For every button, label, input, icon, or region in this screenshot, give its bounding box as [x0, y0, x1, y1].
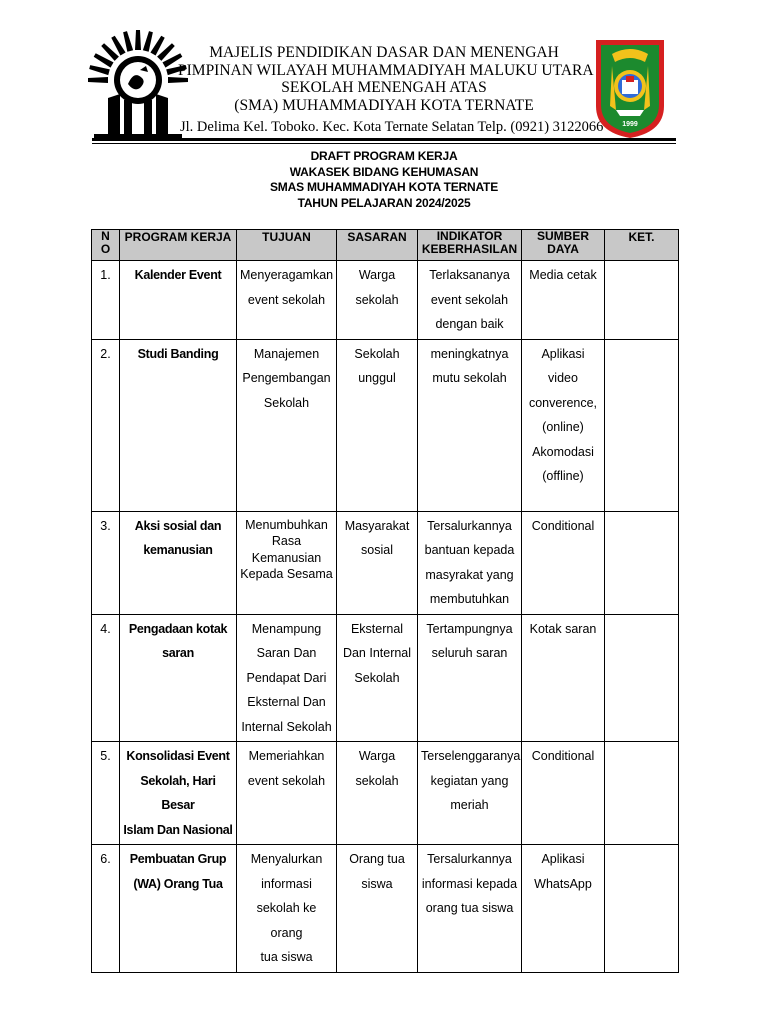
letterhead-divider-thin	[92, 143, 676, 144]
cell-line: Sekolah	[263, 395, 310, 410]
cell-line: unggul	[358, 371, 396, 385]
cell-no: 6.	[92, 845, 120, 973]
cell-line: video	[548, 371, 578, 385]
header-text: SASARAN	[347, 230, 407, 244]
cell-line: sekolah	[355, 292, 399, 307]
cell-no: 1.	[92, 261, 120, 340]
cell-line: Orang tua	[349, 852, 405, 866]
maluku-utara-emblem	[592, 36, 668, 140]
header-indikator	[418, 230, 522, 261]
cell-sumber	[522, 845, 605, 973]
cell-line: Manajemen	[253, 346, 320, 361]
header-text: KET.	[628, 230, 655, 244]
cell-sasaran	[337, 845, 418, 973]
cell-line: Terselenggaranya	[421, 749, 521, 763]
cell-line: (offline)	[542, 469, 584, 483]
cell-ket	[605, 339, 679, 511]
emblem-year: 1999	[622, 121, 638, 128]
cell-line: kegiatan yang	[430, 773, 509, 788]
cell-line: Kepada Sesama	[240, 567, 333, 581]
letterhead-line: SEKOLAH MENENGAH ATAS	[281, 79, 487, 96]
cell-sumber	[522, 261, 605, 340]
cell-sasaran	[337, 742, 418, 845]
cell-line: bantuan kepada	[424, 543, 515, 557]
cell-indikator	[418, 845, 522, 973]
cell-ket	[605, 742, 679, 845]
cell-line: Tertampungnya	[426, 621, 513, 636]
cell-line: mutu sekolah	[432, 371, 507, 385]
header-text: SUMBER	[536, 229, 589, 243]
cell-line: (WA) Orang Tua	[133, 876, 223, 891]
letterhead-address: Jl. Delima Kel. Toboko. Kec. Kota Ternate Selatan Telp. (0921) 3122066	[180, 119, 604, 135]
cell-line: Warga	[358, 749, 396, 763]
title-line: DRAFT PROGRAM KERJA	[310, 149, 458, 163]
table-row	[92, 261, 679, 340]
cell-line: informasi	[261, 876, 312, 891]
header-sumber	[522, 230, 605, 261]
cell-line: seluruh saran	[431, 646, 508, 660]
cell-sumber	[522, 614, 605, 742]
cell-tujuan	[237, 845, 337, 973]
cell-line: Konsolidasi Event	[126, 749, 230, 763]
cell-line: sekolah	[355, 773, 399, 788]
cell-line: tua siswa	[260, 950, 313, 964]
table-header-row	[92, 230, 679, 261]
cell-line: converence,	[528, 395, 598, 410]
title-line: WAKASEK BIDANG KEHUMASAN	[289, 164, 479, 179]
letterhead-line: PIMPINAN WILAYAH MUHAMMADIYAH MALUKU UTARA	[178, 61, 594, 79]
header-text: N	[101, 229, 110, 243]
cell-sumber	[522, 511, 605, 614]
cell-line: Eksternal Dan	[247, 695, 326, 709]
header-sasaran	[337, 230, 418, 261]
cell-sasaran	[337, 339, 418, 511]
cell-line: Sekolah	[354, 670, 400, 685]
header-program	[120, 230, 237, 261]
cell-program	[120, 339, 237, 511]
document-title	[0, 149, 768, 211]
cell-line: Menyalurkan	[250, 852, 323, 866]
table-row	[92, 339, 679, 511]
cell-line: event sekolah	[430, 292, 509, 307]
cell-line: meriah	[450, 798, 489, 812]
title-line: SMAS MUHAMMADIYAH KOTA TERNATE	[270, 180, 498, 194]
header-text: O	[100, 242, 111, 256]
cell-line: sosial	[361, 543, 393, 557]
cell-line: Studi Banding	[137, 346, 219, 361]
table-row	[92, 845, 679, 973]
cell-no: 5.	[92, 742, 120, 845]
cell-line: Menampung	[251, 621, 322, 636]
header-no	[92, 230, 120, 261]
letterhead-divider-thick	[92, 138, 676, 141]
table-row	[92, 511, 679, 614]
cell-ket	[605, 261, 679, 340]
cell-line: Eksternal	[350, 621, 404, 636]
cell-sasaran	[337, 511, 418, 614]
cell-program	[120, 261, 237, 340]
cell-program	[120, 511, 237, 614]
cell-program	[120, 742, 237, 845]
cell-line: Tersalurkannya	[427, 518, 512, 533]
letterhead-text	[178, 44, 594, 114]
cell-line: Kemanusian	[251, 550, 322, 565]
muhammadiyah-sun-logo	[86, 28, 190, 140]
cell-line: meningkatnya	[430, 346, 509, 361]
cell-line: Kalender Event	[134, 268, 222, 282]
cell-tujuan	[237, 511, 337, 614]
cell-line: WhatsApp	[534, 876, 592, 891]
header-ket	[605, 230, 679, 261]
cell-line: Pembuatan Grup	[129, 852, 227, 866]
cell-ket	[605, 614, 679, 742]
cell-line: Aplikasi	[541, 346, 585, 361]
cell-sumber	[522, 742, 605, 845]
cell-line: siswa	[361, 876, 393, 891]
cell-no: 3.	[92, 511, 120, 614]
cell-line: Rasa	[271, 534, 302, 548]
header-text: DAYA	[547, 242, 579, 256]
cell-tujuan	[237, 742, 337, 845]
cell-indikator	[418, 511, 522, 614]
cell-line: Aplikasi	[541, 852, 585, 866]
cell-indikator	[418, 261, 522, 340]
cell-line: Pengembangan	[242, 371, 331, 385]
header-text: TUJUAN	[262, 230, 311, 244]
letterhead	[0, 0, 768, 150]
cell-line: event sekolah	[247, 773, 326, 788]
cell-line: membutuhkan	[429, 592, 510, 606]
cell-line: Warga	[358, 268, 396, 282]
table-row	[92, 614, 679, 742]
cell-no: 4.	[92, 614, 120, 742]
cell-line: Sekolah	[354, 346, 400, 361]
cell-line: Aksi sosial dan	[134, 518, 222, 533]
program-table	[91, 229, 679, 973]
cell-line: Islam Dan Nasional	[123, 822, 233, 837]
letterhead-line: MAJELIS PENDIDIKAN DASAR DAN MENENGAH	[209, 44, 559, 61]
cell-line: Menyeragamkan	[240, 268, 334, 282]
cell-line: Conditional	[531, 518, 595, 533]
cell-line: Saran Dan	[256, 646, 317, 660]
cell-sasaran	[337, 261, 418, 340]
cell-line: Pengadaan kotak	[128, 621, 228, 636]
cell-line: sekolah ke orang	[256, 901, 317, 940]
cell-tujuan	[237, 339, 337, 511]
header-text: INDIKATOR	[436, 229, 503, 243]
cell-line: dengan baik	[435, 317, 504, 331]
cell-line: Kotak saran	[529, 621, 597, 636]
cell-indikator	[418, 742, 522, 845]
cell-line: Terlaksananya	[429, 268, 510, 282]
cell-tujuan	[237, 261, 337, 340]
cell-line: Sekolah, Hari Besar	[140, 773, 216, 812]
letterhead-line: (SMA) MUHAMMADIYAH KOTA TERNATE	[234, 96, 534, 114]
cell-line: Menumbuhkan	[245, 517, 328, 532]
table-row	[92, 742, 679, 845]
cell-sumber	[522, 339, 605, 511]
cell-line: Akomodasi	[532, 444, 594, 459]
cell-line: event sekolah	[247, 292, 326, 307]
cell-line: saran	[162, 646, 194, 660]
cell-line: Conditional	[531, 749, 595, 763]
cell-ket	[605, 845, 679, 973]
cell-no: 2.	[92, 339, 120, 511]
cell-line: kemanusian	[143, 543, 213, 557]
cell-line: Dan Internal	[342, 646, 412, 660]
cell-line: Pendapat Dari	[246, 670, 327, 685]
cell-ket	[605, 511, 679, 614]
header-text: KEBERHASILAN	[421, 242, 518, 256]
cell-line: masyrakat yang	[425, 567, 514, 582]
header-text: PROGRAM KERJA	[124, 230, 232, 244]
title-line: TAHUN PELAJARAN 2024/2025	[297, 195, 471, 210]
cell-line: informasi kepada	[421, 876, 518, 891]
cell-program	[120, 614, 237, 742]
cell-indikator	[418, 614, 522, 742]
cell-tujuan	[237, 614, 337, 742]
cell-sasaran	[337, 614, 418, 742]
cell-line: Internal Sekolah	[241, 719, 332, 734]
cell-line: orang tua siswa	[425, 901, 514, 915]
cell-line: Masyarakat	[344, 518, 410, 533]
cell-line: Memeriahkan	[248, 749, 325, 763]
header-tujuan	[237, 230, 337, 261]
cell-program	[120, 845, 237, 973]
cell-line: (online)	[542, 420, 584, 434]
cell-line: Tersalurkannya	[427, 852, 512, 866]
cell-indikator	[418, 339, 522, 511]
cell-line: Media cetak	[529, 268, 597, 282]
